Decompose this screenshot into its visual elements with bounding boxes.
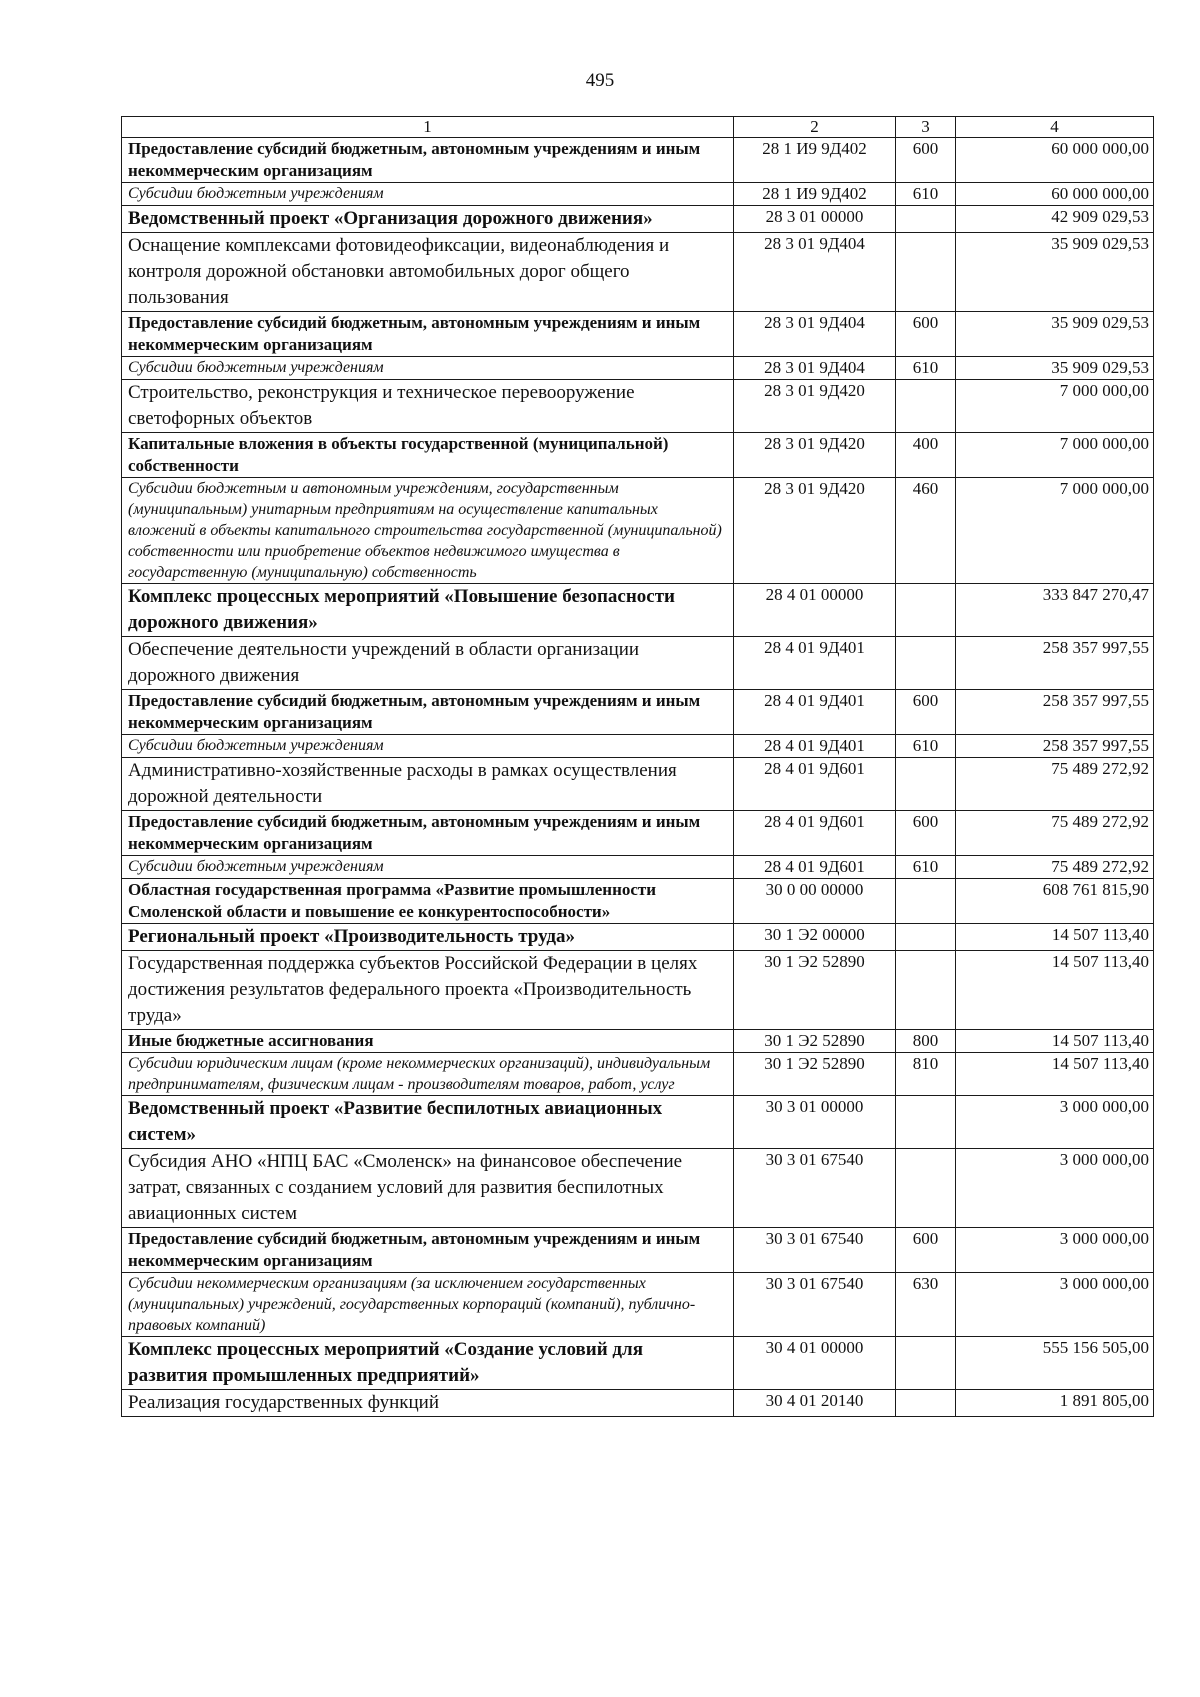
row-code-cell: 28 4 01 9Д401 bbox=[734, 690, 896, 735]
row-amount-cell: 35 909 029,53 bbox=[956, 233, 1154, 312]
row-code-cell: 30 3 01 67540 bbox=[734, 1228, 896, 1273]
row-amount-cell: 258 357 997,55 bbox=[956, 735, 1154, 758]
row-name-cell: Предоставление субсидий бюджетным, автономным учреждениям и иным некоммерческим организациям bbox=[122, 811, 734, 856]
row-code-cell: 30 4 01 00000 bbox=[734, 1337, 896, 1390]
header-col-3: 3 bbox=[896, 117, 956, 138]
row-name-cell: Областная государственная программа «Развитие промышленности Смоленской области и повышение ее конкурентоспособности» bbox=[122, 879, 734, 924]
row-code-cell: 28 4 01 9Д401 bbox=[734, 735, 896, 758]
table-row bbox=[122, 951, 1154, 1030]
table-row bbox=[122, 924, 1154, 951]
row-code-cell: 30 3 01 67540 bbox=[734, 1149, 896, 1228]
row-name-cell: Субсидии бюджетным учреждениям bbox=[122, 735, 734, 758]
row-group-cell: 600 bbox=[896, 811, 956, 856]
row-group-cell: 800 bbox=[896, 1030, 956, 1053]
row-group-cell: 610 bbox=[896, 183, 956, 206]
table-row bbox=[122, 690, 1154, 735]
row-name-cell: Предоставление субсидий бюджетным, автономным учреждениям и иным некоммерческим организациям bbox=[122, 138, 734, 183]
row-name-cell: Предоставление субсидий бюджетным, автономным учреждениям и иным некоммерческим организациям bbox=[122, 1228, 734, 1273]
row-name-cell: Обеспечение деятельности учреждений в области организации дорожного движения bbox=[122, 637, 734, 690]
row-code-cell: 28 4 01 00000 bbox=[734, 584, 896, 637]
table-row bbox=[122, 1096, 1154, 1149]
table-row bbox=[122, 1337, 1154, 1390]
row-code-cell: 30 1 Э2 52890 bbox=[734, 1030, 896, 1053]
row-code-cell: 28 1 И9 9Д402 bbox=[734, 138, 896, 183]
row-name-cell: Субсидии бюджетным учреждениям bbox=[122, 357, 734, 380]
row-group-cell: 810 bbox=[896, 1053, 956, 1096]
table-row bbox=[122, 138, 1154, 183]
row-group-cell bbox=[896, 206, 956, 233]
row-group-cell: 460 bbox=[896, 478, 956, 584]
row-group-cell bbox=[896, 924, 956, 951]
table-row bbox=[122, 811, 1154, 856]
row-amount-cell: 14 507 113,40 bbox=[956, 1053, 1154, 1096]
row-group-cell: 600 bbox=[896, 690, 956, 735]
row-code-cell: 28 3 01 9Д404 bbox=[734, 312, 896, 357]
row-name-cell: Строительство, реконструкция и техническое перевооружение светофорных объектов bbox=[122, 380, 734, 433]
row-group-cell: 610 bbox=[896, 735, 956, 758]
header-col-4: 4 bbox=[956, 117, 1154, 138]
row-amount-cell: 7 000 000,00 bbox=[956, 433, 1154, 478]
row-amount-cell: 3 000 000,00 bbox=[956, 1149, 1154, 1228]
row-amount-cell: 75 489 272,92 bbox=[956, 758, 1154, 811]
row-name-cell: Субсидии бюджетным и автономным учреждениям, государственным (муниципальным) унитарным предприятиям на осуществление капитальных вложений в объекты капитального строительства государственной (муниципальной) собственности или приобретение объектов недвижимого имущества в государственную (муниципальную) собственность bbox=[122, 478, 734, 584]
row-amount-cell: 1 891 805,00 bbox=[956, 1390, 1154, 1417]
row-code-cell: 28 4 01 9Д401 bbox=[734, 637, 896, 690]
table-row bbox=[122, 735, 1154, 758]
row-group-cell: 610 bbox=[896, 856, 956, 879]
row-name-cell: Региональный проект «Производительность труда» bbox=[122, 924, 734, 951]
row-amount-cell: 14 507 113,40 bbox=[956, 951, 1154, 1030]
table-row bbox=[122, 357, 1154, 380]
row-code-cell: 30 1 Э2 00000 bbox=[734, 924, 896, 951]
row-name-cell: Субсидии бюджетным учреждениям bbox=[122, 856, 734, 879]
row-group-cell bbox=[896, 1390, 956, 1417]
row-amount-cell: 35 909 029,53 bbox=[956, 357, 1154, 380]
row-name-cell: Субсидии юридическим лицам (кроме некоммерческих организаций), индивидуальным предпринимателям, физическим лицам - производителям товаров, работ, услуг bbox=[122, 1053, 734, 1096]
row-amount-cell: 555 156 505,00 bbox=[956, 1337, 1154, 1390]
row-code-cell: 28 4 01 9Д601 bbox=[734, 811, 896, 856]
table-row bbox=[122, 1030, 1154, 1053]
table-row bbox=[122, 233, 1154, 312]
row-group-cell bbox=[896, 879, 956, 924]
row-code-cell: 30 4 01 20140 bbox=[734, 1390, 896, 1417]
row-name-cell: Субсидия АНО «НПЦ БАС «Смоленск» на финансовое обеспечение затрат, связанных с созданием условий для развития беспилотных авиационных систем bbox=[122, 1149, 734, 1228]
row-amount-cell: 258 357 997,55 bbox=[956, 690, 1154, 735]
row-code-cell: 28 1 И9 9Д402 bbox=[734, 183, 896, 206]
row-name-cell: Ведомственный проект «Организация дорожного движения» bbox=[122, 206, 734, 233]
table-row bbox=[122, 856, 1154, 879]
row-name-cell: Государственная поддержка субъектов Российской Федерации в целях достижения результатов федерального проекта «Производительность труда» bbox=[122, 951, 734, 1030]
row-group-cell bbox=[896, 951, 956, 1030]
row-name-cell: Предоставление субсидий бюджетным, автономным учреждениям и иным некоммерческим организациям bbox=[122, 690, 734, 735]
table-row bbox=[122, 1149, 1154, 1228]
row-name-cell: Ведомственный проект «Развитие беспилотных авиационных систем» bbox=[122, 1096, 734, 1149]
row-name-cell: Комплекс процессных мероприятий «Создание условий для развития промышленных предприятий» bbox=[122, 1337, 734, 1390]
row-amount-cell: 333 847 270,47 bbox=[956, 584, 1154, 637]
row-group-cell bbox=[896, 584, 956, 637]
row-code-cell: 28 3 01 9Д420 bbox=[734, 433, 896, 478]
row-amount-cell: 3 000 000,00 bbox=[956, 1273, 1154, 1337]
row-code-cell: 28 4 01 9Д601 bbox=[734, 758, 896, 811]
row-code-cell: 30 1 Э2 52890 bbox=[734, 951, 896, 1030]
row-amount-cell: 60 000 000,00 bbox=[956, 183, 1154, 206]
row-group-cell: 610 bbox=[896, 357, 956, 380]
table-row bbox=[122, 758, 1154, 811]
row-amount-cell: 3 000 000,00 bbox=[956, 1228, 1154, 1273]
table-header bbox=[122, 117, 1154, 138]
row-amount-cell: 14 507 113,40 bbox=[956, 924, 1154, 951]
row-name-cell: Предоставление субсидий бюджетным, автономным учреждениям и иным некоммерческим организациям bbox=[122, 312, 734, 357]
row-amount-cell: 42 909 029,53 bbox=[956, 206, 1154, 233]
row-group-cell bbox=[896, 1149, 956, 1228]
row-group-cell bbox=[896, 380, 956, 433]
row-name-cell: Административно-хозяйственные расходы в рамках осуществления дорожной деятельности bbox=[122, 758, 734, 811]
row-amount-cell: 75 489 272,92 bbox=[956, 811, 1154, 856]
table-row bbox=[122, 206, 1154, 233]
table-row bbox=[122, 879, 1154, 924]
row-code-cell: 28 3 01 9Д404 bbox=[734, 357, 896, 380]
row-group-cell: 600 bbox=[896, 138, 956, 183]
row-amount-cell: 75 489 272,92 bbox=[956, 856, 1154, 879]
table-row bbox=[122, 478, 1154, 584]
table-row bbox=[122, 380, 1154, 433]
page-number: 495 bbox=[585, 70, 615, 91]
row-group-cell: 400 bbox=[896, 433, 956, 478]
header-col-2: 2 bbox=[734, 117, 896, 138]
row-name-cell: Субсидии некоммерческим организациям (за исключением государственных (муниципальных) учреждений, государственных корпораций (компаний), публично-правовых компаний) bbox=[122, 1273, 734, 1337]
table-row bbox=[122, 183, 1154, 206]
row-name-cell: Субсидии бюджетным учреждениям bbox=[122, 183, 734, 206]
row-amount-cell: 35 909 029,53 bbox=[956, 312, 1154, 357]
row-code-cell: 28 3 01 9Д420 bbox=[734, 478, 896, 584]
row-name-cell: Комплекс процессных мероприятий «Повышение безопасности дорожного движения» bbox=[122, 584, 734, 637]
table-row bbox=[122, 1228, 1154, 1273]
row-code-cell: 30 0 00 00000 bbox=[734, 879, 896, 924]
row-amount-cell: 14 507 113,40 bbox=[956, 1030, 1154, 1053]
table-row bbox=[122, 1273, 1154, 1337]
row-name-cell: Иные бюджетные ассигнования bbox=[122, 1030, 734, 1053]
table-row bbox=[122, 433, 1154, 478]
row-code-cell: 28 3 01 9Д420 bbox=[734, 380, 896, 433]
row-group-cell bbox=[896, 1096, 956, 1149]
table-body bbox=[122, 138, 1154, 1417]
row-code-cell: 28 3 01 9Д404 bbox=[734, 233, 896, 312]
row-group-cell: 600 bbox=[896, 1228, 956, 1273]
row-group-cell bbox=[896, 758, 956, 811]
row-group-cell bbox=[896, 1337, 956, 1390]
row-group-cell bbox=[896, 637, 956, 690]
row-amount-cell: 608 761 815,90 bbox=[956, 879, 1154, 924]
row-code-cell: 28 3 01 00000 bbox=[734, 206, 896, 233]
row-code-cell: 30 1 Э2 52890 bbox=[734, 1053, 896, 1096]
row-amount-cell: 3 000 000,00 bbox=[956, 1096, 1154, 1149]
budget-table bbox=[121, 116, 1154, 1417]
row-code-cell: 30 3 01 67540 bbox=[734, 1273, 896, 1337]
row-group-cell: 600 bbox=[896, 312, 956, 357]
row-group-cell: 630 bbox=[896, 1273, 956, 1337]
table-row bbox=[122, 584, 1154, 637]
table-row bbox=[122, 1053, 1154, 1096]
row-amount-cell: 7 000 000,00 bbox=[956, 478, 1154, 584]
row-name-cell: Капитальные вложения в объекты государственной (муниципальной) собственности bbox=[122, 433, 734, 478]
row-amount-cell: 60 000 000,00 bbox=[956, 138, 1154, 183]
row-group-cell bbox=[896, 233, 956, 312]
row-amount-cell: 258 357 997,55 bbox=[956, 637, 1154, 690]
table-row bbox=[122, 312, 1154, 357]
row-code-cell: 28 4 01 9Д601 bbox=[734, 856, 896, 879]
row-amount-cell: 7 000 000,00 bbox=[956, 380, 1154, 433]
table-row bbox=[122, 637, 1154, 690]
row-code-cell: 30 3 01 00000 bbox=[734, 1096, 896, 1149]
row-name-cell: Оснащение комплексами фотовидеофиксации, видеонаблюдения и контроля дорожной обстановки автомобильных дорог общего пользования bbox=[122, 233, 734, 312]
row-name-cell: Реализация государственных функций bbox=[122, 1390, 734, 1417]
table-row bbox=[122, 1390, 1154, 1417]
header-col-1: 1 bbox=[122, 117, 734, 138]
